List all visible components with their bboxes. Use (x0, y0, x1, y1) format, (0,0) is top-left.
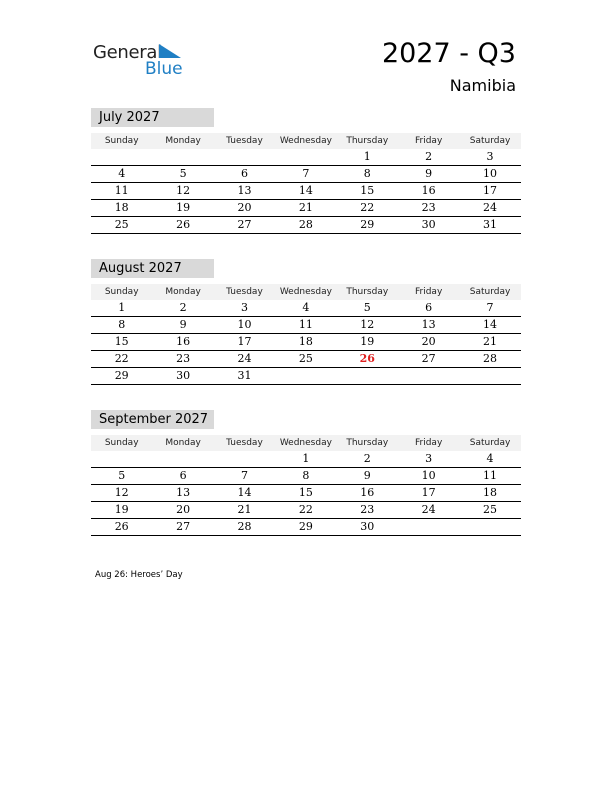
weekday-label: Wednesday (279, 287, 332, 297)
day-cell: 19 (176, 201, 191, 214)
day-cell (275, 368, 336, 384)
month-block (91, 108, 521, 234)
day-cell (337, 368, 398, 384)
weekday-label: Saturday (469, 287, 511, 297)
day-cell: 5 (179, 167, 187, 180)
month-block (91, 259, 521, 385)
day-cell: 31 (237, 369, 252, 382)
logo-triangle-icon (159, 44, 181, 58)
week-row (91, 351, 521, 368)
day-cell: 12 (114, 486, 129, 499)
day-cell: 27 (176, 520, 191, 533)
weekday-label: Sunday (104, 287, 139, 297)
day-cell: 7 (240, 469, 248, 482)
day-cell (398, 368, 459, 384)
week-row (91, 317, 521, 334)
month-block (91, 410, 521, 536)
day-cell: 24 (483, 201, 498, 214)
day-cell: 9 (179, 318, 187, 331)
day-cell: 4 (118, 167, 126, 180)
day-cell: 7 (486, 301, 494, 314)
day-cell: 18 (483, 486, 498, 499)
day-cell: 14 (483, 318, 498, 331)
day-cell: 15 (298, 486, 313, 499)
weekday-header-row (91, 133, 521, 149)
weekday-label: Tuesday (226, 438, 263, 448)
country-name: Namibia (449, 76, 516, 95)
day-cell: 17 (421, 486, 436, 499)
day-cell: 28 (298, 218, 313, 231)
day-cell: 21 (237, 503, 252, 516)
weekday-label: Saturday (469, 438, 511, 448)
day-cell: 16 (360, 486, 375, 499)
day-cell (398, 519, 459, 535)
day-cell: 22 (114, 352, 129, 365)
weekday-label: Wednesday (279, 438, 332, 448)
day-cell: 9 (425, 167, 433, 180)
day-cell: 29 (360, 218, 375, 231)
day-cell: 20 (421, 335, 436, 348)
day-cell: 23 (421, 201, 436, 214)
day-cell: 14 (298, 184, 313, 197)
day-cell: 1 (363, 150, 371, 163)
day-cell: 20 (237, 201, 252, 214)
day-cell: 16 (176, 335, 191, 348)
day-cell: 14 (237, 486, 252, 499)
day-cell: 6 (240, 167, 248, 180)
day-cell: 24 (421, 503, 436, 516)
weekday-label: Wednesday (279, 136, 332, 146)
day-cell: 26 (176, 218, 191, 231)
day-cell: 2 (363, 452, 371, 465)
day-cell: 25 (483, 503, 498, 516)
day-cell: 5 (118, 469, 126, 482)
weekday-label: Saturday (469, 136, 511, 146)
holiday-day-cell: 26 (359, 352, 375, 365)
month-name-text: July 2027 (99, 110, 160, 125)
weekday-label: Friday (415, 438, 443, 448)
day-cell: 6 (425, 301, 433, 314)
weekday-label: Tuesday (226, 136, 263, 146)
day-cell: 6 (179, 469, 187, 482)
day-cell (459, 368, 520, 384)
day-cell (275, 149, 336, 165)
day-cell: 1 (118, 301, 126, 314)
month-name (91, 108, 214, 127)
day-cell: 24 (237, 352, 252, 365)
day-cell: 18 (114, 201, 129, 214)
day-cell: 30 (176, 369, 191, 382)
day-cell: 28 (483, 352, 498, 365)
weekday-label: Sunday (104, 438, 139, 448)
day-cell: 30 (421, 218, 436, 231)
day-cell: 31 (483, 218, 498, 231)
day-cell: 13 (237, 184, 252, 197)
day-cell: 11 (483, 469, 498, 482)
day-cell (152, 149, 213, 165)
day-cell: 13 (176, 486, 191, 499)
day-cell: 4 (486, 452, 494, 465)
week-row (91, 183, 521, 200)
day-cell (91, 451, 152, 467)
day-cell: 21 (298, 201, 313, 214)
weekday-header-row (91, 284, 521, 300)
day-cell: 26 (114, 520, 129, 533)
weekday-label: Monday (165, 136, 201, 146)
day-cell: 12 (176, 184, 191, 197)
day-cell: 9 (363, 469, 371, 482)
month-name (91, 410, 214, 429)
day-cell: 27 (421, 352, 436, 365)
day-cell: 5 (363, 301, 371, 314)
day-cell: 25 (298, 352, 313, 365)
week-row (91, 468, 521, 485)
day-cell: 11 (298, 318, 313, 331)
day-cell: 13 (421, 318, 436, 331)
day-cell: 28 (237, 520, 252, 533)
weekday-label: Thursday (346, 136, 389, 146)
day-cell: 17 (237, 335, 252, 348)
weekday-label: Tuesday (226, 287, 263, 297)
day-cell: 15 (360, 184, 375, 197)
page-title: 2027 - Q3 (381, 38, 516, 69)
day-cell: 21 (483, 335, 498, 348)
week-row (91, 519, 521, 536)
week-row (91, 485, 521, 502)
weekday-label: Sunday (104, 136, 139, 146)
day-cell: 3 (486, 150, 494, 163)
weekday-label: Thursday (346, 287, 389, 297)
day-cell: 2 (179, 301, 187, 314)
day-cell (152, 451, 213, 467)
week-row (91, 217, 521, 234)
logo-general-text: General (93, 42, 162, 63)
day-cell: 19 (360, 335, 375, 348)
month-name (91, 259, 214, 278)
week-row (91, 502, 521, 519)
day-cell: 3 (425, 452, 433, 465)
logo (93, 42, 193, 82)
day-cell: 11 (114, 184, 129, 197)
logo-blue-text: Blue (145, 59, 183, 79)
day-cell: 22 (298, 503, 313, 516)
day-cell: 23 (360, 503, 375, 516)
day-cell: 18 (298, 335, 313, 348)
day-cell: 19 (114, 503, 129, 516)
week-row (91, 300, 521, 317)
weekday-header-row (91, 435, 521, 451)
day-cell: 1 (302, 452, 310, 465)
weekday-label: Monday (165, 438, 201, 448)
day-cell: 7 (302, 167, 310, 180)
day-cell: 20 (176, 503, 191, 516)
holiday-note: Aug 26: Heroes’ Day (95, 570, 183, 580)
week-row (91, 451, 521, 468)
day-cell: 8 (118, 318, 126, 331)
day-cell: 8 (302, 469, 310, 482)
day-cell: 10 (421, 469, 436, 482)
day-cell: 8 (363, 167, 371, 180)
day-cell: 27 (237, 218, 252, 231)
weekday-label: Thursday (346, 438, 389, 448)
day-cell: 23 (176, 352, 191, 365)
day-cell: 10 (237, 318, 252, 331)
day-cell (459, 519, 520, 535)
day-cell: 22 (360, 201, 375, 214)
day-cell: 30 (360, 520, 375, 533)
month-name-text: August 2027 (99, 261, 182, 276)
day-cell: 15 (114, 335, 129, 348)
week-row (91, 166, 521, 183)
day-cell: 17 (483, 184, 498, 197)
day-cell (214, 149, 275, 165)
day-cell: 16 (421, 184, 436, 197)
weekday-label: Friday (415, 287, 443, 297)
day-cell: 29 (298, 520, 313, 533)
day-cell: 3 (240, 301, 248, 314)
week-row (91, 200, 521, 217)
day-cell (214, 451, 275, 467)
day-cell: 10 (483, 167, 498, 180)
day-cell: 25 (114, 218, 129, 231)
week-row (91, 368, 521, 385)
week-row (91, 334, 521, 351)
day-cell: 4 (302, 301, 310, 314)
day-cell: 2 (425, 150, 433, 163)
day-cell: 12 (360, 318, 375, 331)
weekday-label: Friday (415, 136, 443, 146)
weekday-label: Monday (165, 287, 201, 297)
week-row (91, 149, 521, 166)
month-name-text: September 2027 (99, 412, 209, 427)
day-cell (91, 149, 152, 165)
day-cell: 29 (114, 369, 129, 382)
